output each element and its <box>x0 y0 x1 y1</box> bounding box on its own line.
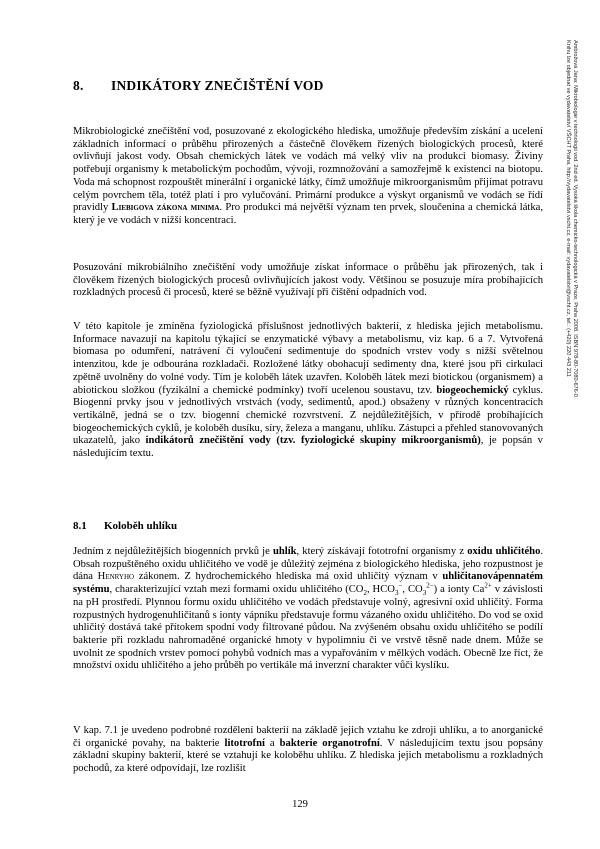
p4-text-a: Jedním z nejdůležitějších biogenních prvků je <box>73 546 273 557</box>
chapter-title: INDIKÁTORY ZNEČIŠTĚNÍ VOD <box>111 78 324 93</box>
paragraph-2: Posuzování mikrobiálního znečištění vody umožňuje získat informace o průběhu jak přirozených, tak i člověkem řízených biologických procesů ovlivňujících jakost vody. Většinou se posuzuje míra probíhajících rozkladných procesů či procesů, které se běžně využívají při čištění odpadních vod. <box>73 262 543 299</box>
carbon-dioxide-term: oxidu uhličitého <box>467 546 541 557</box>
citation-line-1: Ambrožová Jana: Mikrobiologie v technologii vod. 2nd ed. Vysoká škola chemicko-technologická v Praze, Praha 2008. ISBN 978-80-7080-676-0. <box>572 40 578 399</box>
biogeochemical-term: biogeochemický <box>436 384 509 396</box>
henry-name: Henryho <box>97 571 135 583</box>
p4-text-g: zákonem. Z hydrochemického hlediska má oxid uhličitý význam v <box>134 571 443 583</box>
paragraph-5-block <box>73 725 543 776</box>
p4-text-i: , charakterizující vztah mezi formami oxidu uhličitého (CO <box>109 584 364 596</box>
paragraph-3-text-end: , je popsán v následujícím textu. <box>73 435 543 460</box>
p4-text-s: v závislosti na pH prostředí. Plynnou formu oxidu uhličitého ve vodách představuje volný, agresivní oxid uhličitý. Forma rozpustných hydrogenuhličitanů s ionty vápníku představuje formu vázaného oxidu uhličitého. Do vod se oxid uhličitý dostává také přítokem spodní vody filtrované půdou. Na zvýšeném obsahu oxidu uhličitého se podílí bakterie při rozkladu nahromaděné organické hmoty v hypolimniu či ve vrstvě těsně nade dnem. Může se uvolnit ze spodních vrstev pomocí pohybů vodních mas a vypařováním v mělkých vodách. Obecně lze říct, že množství oxidu uhličitého a jeho průběh po vertikále má inverzní charakter vůči kyslíku. <box>73 584 543 672</box>
p5-text-a: V kap. 7.1 je uvedeno podrobné rozdělení bakterií na základě jejich vztahu ke zdroji uhlíku, a to anorganické či organické povahy, na bakterie <box>73 725 543 749</box>
co2-subscript: 2 <box>363 589 367 598</box>
hco3-subscript: 3 <box>394 589 399 598</box>
liebig-law-term: Liebigova zákona minima <box>111 202 220 214</box>
paragraph-3-block <box>73 321 543 461</box>
organotrophic-term: bakterie organotrofní <box>279 737 380 749</box>
section-title: Koloběh uhlíku <box>104 520 178 532</box>
co3-superscript: 2− <box>426 581 434 590</box>
lithotrophic-term: litotrofní <box>224 737 265 749</box>
paragraph-3-text-mid: cyklus. Biogenní prvky jsou v jednotlivých vrstvách (vody, sedimentů, apod.) obsaženy v různých koncentracích vertikálně, jedná se o tzv. biogenní chemické rozvrstvení. Z nejdůležitějších, v přírodě probíhajících biogeochemických cyklů, je koloběh dusíku, síry, železa a manganu, uhlíku. Zástupci a přehled stanovovaných ukazatelů, jako <box>73 384 544 447</box>
carbonate-system-term: uhličitanovápennatém systému <box>73 571 543 596</box>
paragraph-1-text: Mikrobiologické znečištění vod, posuzované z ekologického hlediska, umožňuje především získání a ucelení základních informací o průběhu přirozených a částečně člověkem řízených biologických procesů, které ovlivňují jakost vody. Obsah chemických látek ve vodách má velký vliv na produkci biomasy. Živiny potřebují organismy k metabolickým pochodům, vývoji, rozmnožování a samozřejmě k existenci na biotopu. Voda má schopnost rozpouštět minerální i organické látky, čímž umožňuje mikroorganismům přijímat potravu celým povrchem těla, totéž platí i pro vylučování. Primární produkce a výskyt organismů ve vodách se řídí pravidly <box>73 126 543 214</box>
chapter-heading <box>73 78 543 94</box>
hco3-superscript: − <box>398 581 403 590</box>
section-heading <box>73 520 543 532</box>
chapter-intro <box>73 126 543 228</box>
citation-sidebar <box>564 40 578 600</box>
p4-text-e: . Obsah rozpuštěného oxidu uhličitého ve vodě je důležitý zejména z biologického hlediska, jeho rozpustnost je dána <box>73 546 544 583</box>
paragraph-3-text: V této kapitole je zmíněna fyziologická příslušnost jednotlivých bakterií, z hlediska jejich metabolismu. Informace navazují na kapitolu týkající se enzymatické výbavy a metabolismu, viz kap. 6 a 7. Vytvořená biomasa po odumření, natrávení či vyloučení sedimentuje do spodních vrstev vody s nižší světelnou intenzitou, kde je odbourána rozkladači. Rozložené látky obohacují sedimenty dna, které jsou při cirkulaci zpětně uvolněny do volné vody. Tím je koloběh látek uzavřen. Koloběh látek mezi biotickou (organismem) a abiotickou složkou (fyzikální a chemické podmínky) tvoří ucelenou soustavu, tzv. <box>73 321 543 396</box>
paragraph-4 <box>73 546 543 673</box>
paragraph-4-block <box>73 546 543 673</box>
p4-text-c: , který získávají fototrofní organismy z <box>296 546 468 557</box>
p4-text-k: , HCO <box>366 584 395 596</box>
ca-superscript: 2+ <box>484 581 492 590</box>
p5-text-c: a <box>264 737 280 749</box>
chapter-number: 8. <box>73 78 84 93</box>
p4-text-n: , CO <box>402 584 423 596</box>
p4-text-q: ) a ionty Ca <box>433 584 485 596</box>
page-number: 129 <box>292 799 308 810</box>
p5-text-e: . V následujícím textu jsou popsány základní skupiny bakterií, které se vztahují ke koloběhu uhlíku. Z hlediska jejich metabolismu a rozkladných pochodů, za které odpovídají, lze rozlišit <box>73 737 543 775</box>
carbon-term: uhlík <box>272 546 297 557</box>
pollution-indicators-term: indikátorů znečištění vody (tzv. fyziologické skupiny mikroorganismů) <box>145 435 481 447</box>
paragraph-3 <box>73 321 543 461</box>
section-number: 8.1 <box>73 520 87 532</box>
co3-subscript: 3 <box>422 589 427 598</box>
paragraph-2-block <box>73 262 543 300</box>
paragraph-1 <box>73 126 543 228</box>
paragraph-5 <box>73 725 543 776</box>
paragraph-1-text-end: . Pro produkci má největší význam ten prvek, sloučenina a chemická látka, který je ve vodách v nižší koncentraci. <box>73 202 544 226</box>
citation-line-2: Knihu lze objednat ve vydavatelství VŠCHT Praha, http://vydavatelstvi.vscht.cz, e-mail: vydavatelstvi@vscht.cz, tel.: (+420) 220 443 211 <box>564 40 571 377</box>
